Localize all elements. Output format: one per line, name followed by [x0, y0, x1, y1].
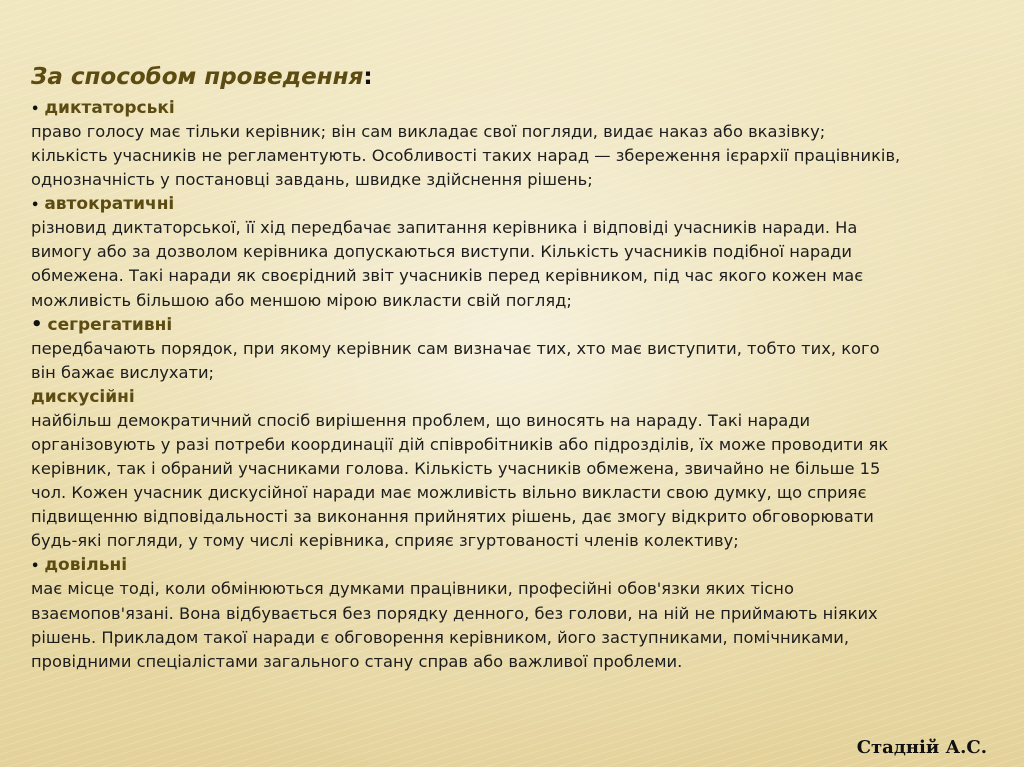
- text-line: підвищенню відповідальності за виконання прийнятих рішень, дає змогу відкрито обговорювати: [31, 507, 874, 527]
- text-line: керівник, так і обраний учасниками голова. Кількість учасників обмежена, звичайно не більше 15: [31, 459, 881, 479]
- text-line: чол. Кожен учасник дискусійної наради має можливість вільно викласти свою думку, що сприяє: [31, 483, 867, 503]
- category-segregative: [31, 313, 991, 337]
- bullet-icon: •: [31, 198, 40, 214]
- heading-text: За способом проведення: [31, 64, 364, 90]
- text-line: будь-які погляди, у тому числі керівника, сприяє згуртованості членів колективу;: [31, 531, 739, 551]
- text-line: однозначність у постановці завдань, швидке здійснення рішень;: [31, 170, 593, 190]
- text-line: вимогу або за дозволом керівника допускаються виступи. Кількість учасників подібної наради: [31, 242, 853, 262]
- text-line: рішень. Прикладом такої наради є обговорення керівником, його заступниками, помічниками,: [31, 627, 850, 647]
- text-line: різновид диктаторської, її хід передбачає запитання керівника і відповіді учасників наради. На: [31, 218, 858, 238]
- category-title: довільні: [44, 555, 128, 576]
- text-line: обмежена. Такі наради як своєрідний звіт учасників перед керівником, під час якого кожен має: [31, 266, 864, 286]
- category-autocratic: [31, 192, 991, 216]
- text-line: взаємопов'язані. Вона відбувається без порядку денного, без голови, на ній не приймають ніяких: [31, 603, 878, 623]
- text-line: кількість учасників не регламентують. Особливості таких нарад — збереження ієрархії працівників,: [31, 146, 901, 166]
- text-line: право голосу має тільки керівник; він сам викладає свої погляди, видає наказ або вказівку;: [31, 122, 826, 141]
- category-title: дискусійні: [31, 386, 135, 407]
- category-title: автократичні: [44, 194, 175, 215]
- text-line: можливість більшою або меншою мірою викласти свій погляд;: [31, 290, 572, 310]
- text-line: найбільш демократичний спосіб вирішення проблем, що виносять на нараду. Такі наради: [31, 410, 811, 430]
- author-name: Стадній А.С.: [856, 737, 987, 758]
- category-title: диктаторські: [44, 98, 175, 118]
- text-line: організовують у разі потреби координації дій співробітників або підрозділів, їх може проводити як: [31, 434, 889, 454]
- text-line: передбачають порядок, при якому керівник сам визначає тих, хто має виступити, тобто тих, кого: [31, 338, 880, 358]
- bullet-icon: •: [31, 559, 40, 575]
- slide-content: [31, 58, 991, 674]
- text-line: має місце тоді, коли обмінюються думками працівники, професійні обов'язки яких тісно: [31, 579, 794, 599]
- slide-heading: [31, 58, 991, 96]
- category-arbitrary: [31, 553, 991, 577]
- text-line: він бажає вислухати;: [31, 362, 215, 382]
- category-title: сегрегативні: [47, 314, 173, 335]
- bullet-icon: •: [31, 313, 43, 335]
- heading-colon: :: [363, 64, 373, 90]
- category-discussion: [31, 385, 991, 409]
- category-dictatorial: [31, 96, 991, 120]
- text-line: провідними спеціалістами загального стану справ або важливої проблеми.: [31, 651, 683, 671]
- bullet-icon: •: [31, 102, 40, 117]
